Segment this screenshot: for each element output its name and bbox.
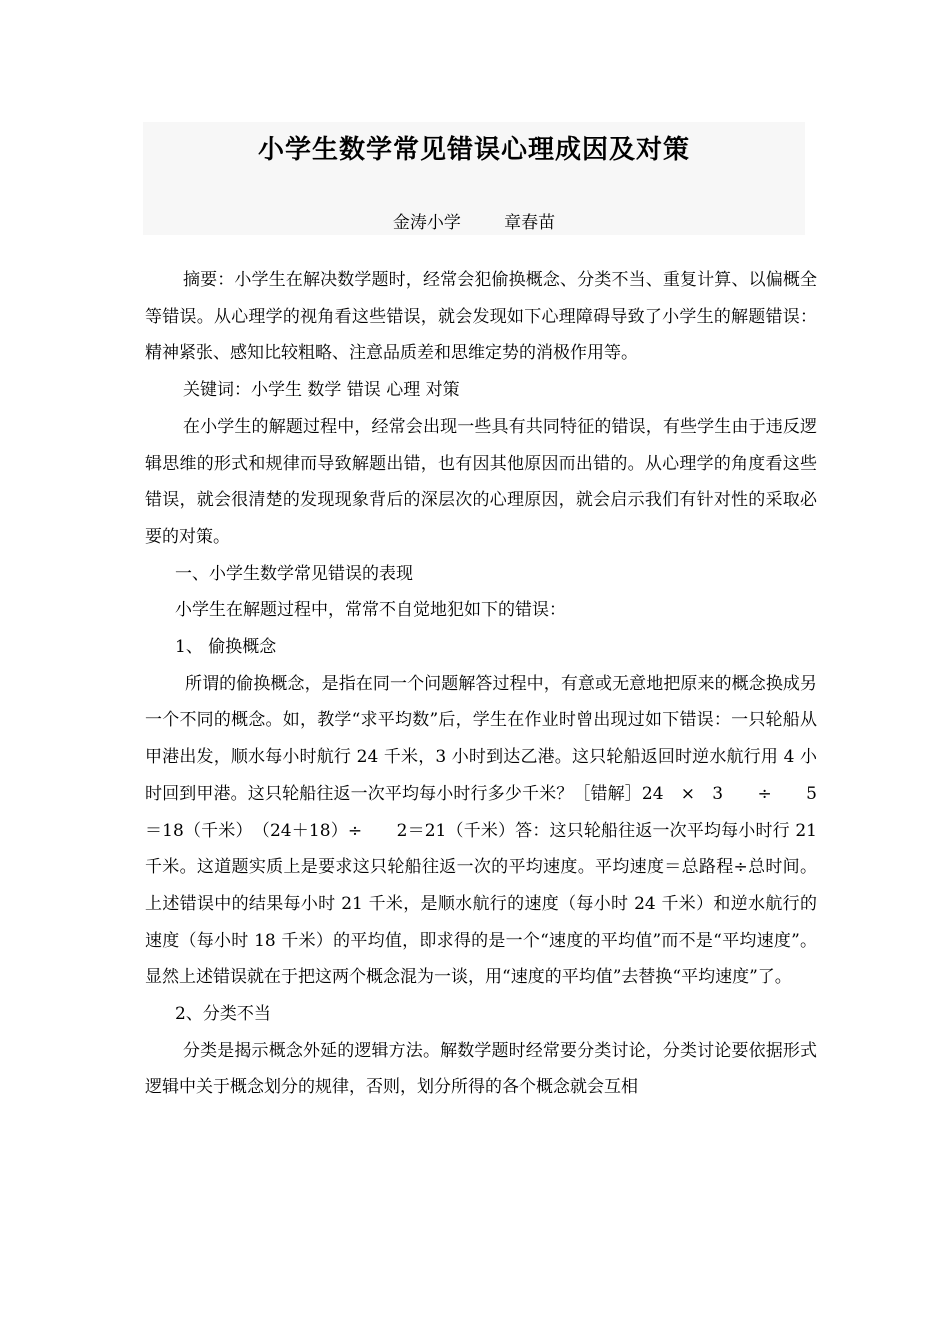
subheading-2: 2、分类不当 (175, 1004, 271, 1025)
author-line: 金涛小学 章春苗 (392, 213, 556, 233)
section-heading-1: 一、小学生数学常见错误的表现 (175, 563, 413, 584)
abstract-paragraph: 摘要：小学生在解决数学题时，经常会犯偷换概念、分类不当、重复计算、以偏概全等错误。从心理学的视角看这些错误，就会发现如下心理障碍导致了小学生的解题错误：精神紧张、感知比较粗略、注意品质差和思维定势的消极作用等。 (145, 270, 817, 364)
document-title: 小学生数学常见错误心理成因及对策 (257, 135, 690, 165)
keywords-line: 关键词：小学生 数学 错误 心理 对策 (183, 380, 460, 401)
subheading-1: 1、 偷换概念 (175, 637, 277, 658)
classification-paragraph: 分类是揭示概念外延的逻辑方法。解数学题时经常要分类讨论，分类讨论要依据形式逻辑中关于概念划分的规律，否则，划分所得的各个概念就会互相 (145, 1040, 817, 1098)
intro-paragraph: 在小学生的解题过程中，经常会出现一些具有共同特征的错误，有些学生由于违反逻辑思维的形式和规律而导致解题出错，也有因其他原因而出错的。从心理学的角度看这些错误，就会很清楚的发现现象背后的深层次的心理原因，就会启示我们有针对性的采取必要的对策。 (145, 416, 817, 547)
document-body (145, 262, 817, 1106)
concept-swap-paragraph: 所谓的偷换概念，是指在同一个问题解答过程中，有意或无意地把原来的概念换成另一个不同的概念。如，教学“求平均数”后，学生在作业时曾出现过如下错误：一只轮船从甲港出发，顺水每小时航行 24 千米，3 小时到达乙港。这只轮船返回时逆水航行用 4 小时回到甲港。这只轮船往返一次平均每小时行多少千米？［错解］24 × 3 ÷ 5＝18（千米） （24＋18）÷ 2＝21（千米）答：这只轮船往返一次平均每小时行 21 千米。这道题实质上是要求这只轮船往返一次的平均速度。平均速度＝总路程÷总时间。上述错误中的结果每小时 21 千米，是顺水航行的速度（每小时 24 千米）和逆水航行的速度（每小时 18 千米）的平均值，即求得的是一个“速度的平均值”而不是“平均速度”。显然上述错误就在于把这两个概念混为一谈，用“速度的平均值”去替换“平均速度”了。 (145, 673, 817, 988)
section-intro-line: 小学生在解题过程中，常常不自觉地犯如下的错误： (175, 600, 566, 621)
